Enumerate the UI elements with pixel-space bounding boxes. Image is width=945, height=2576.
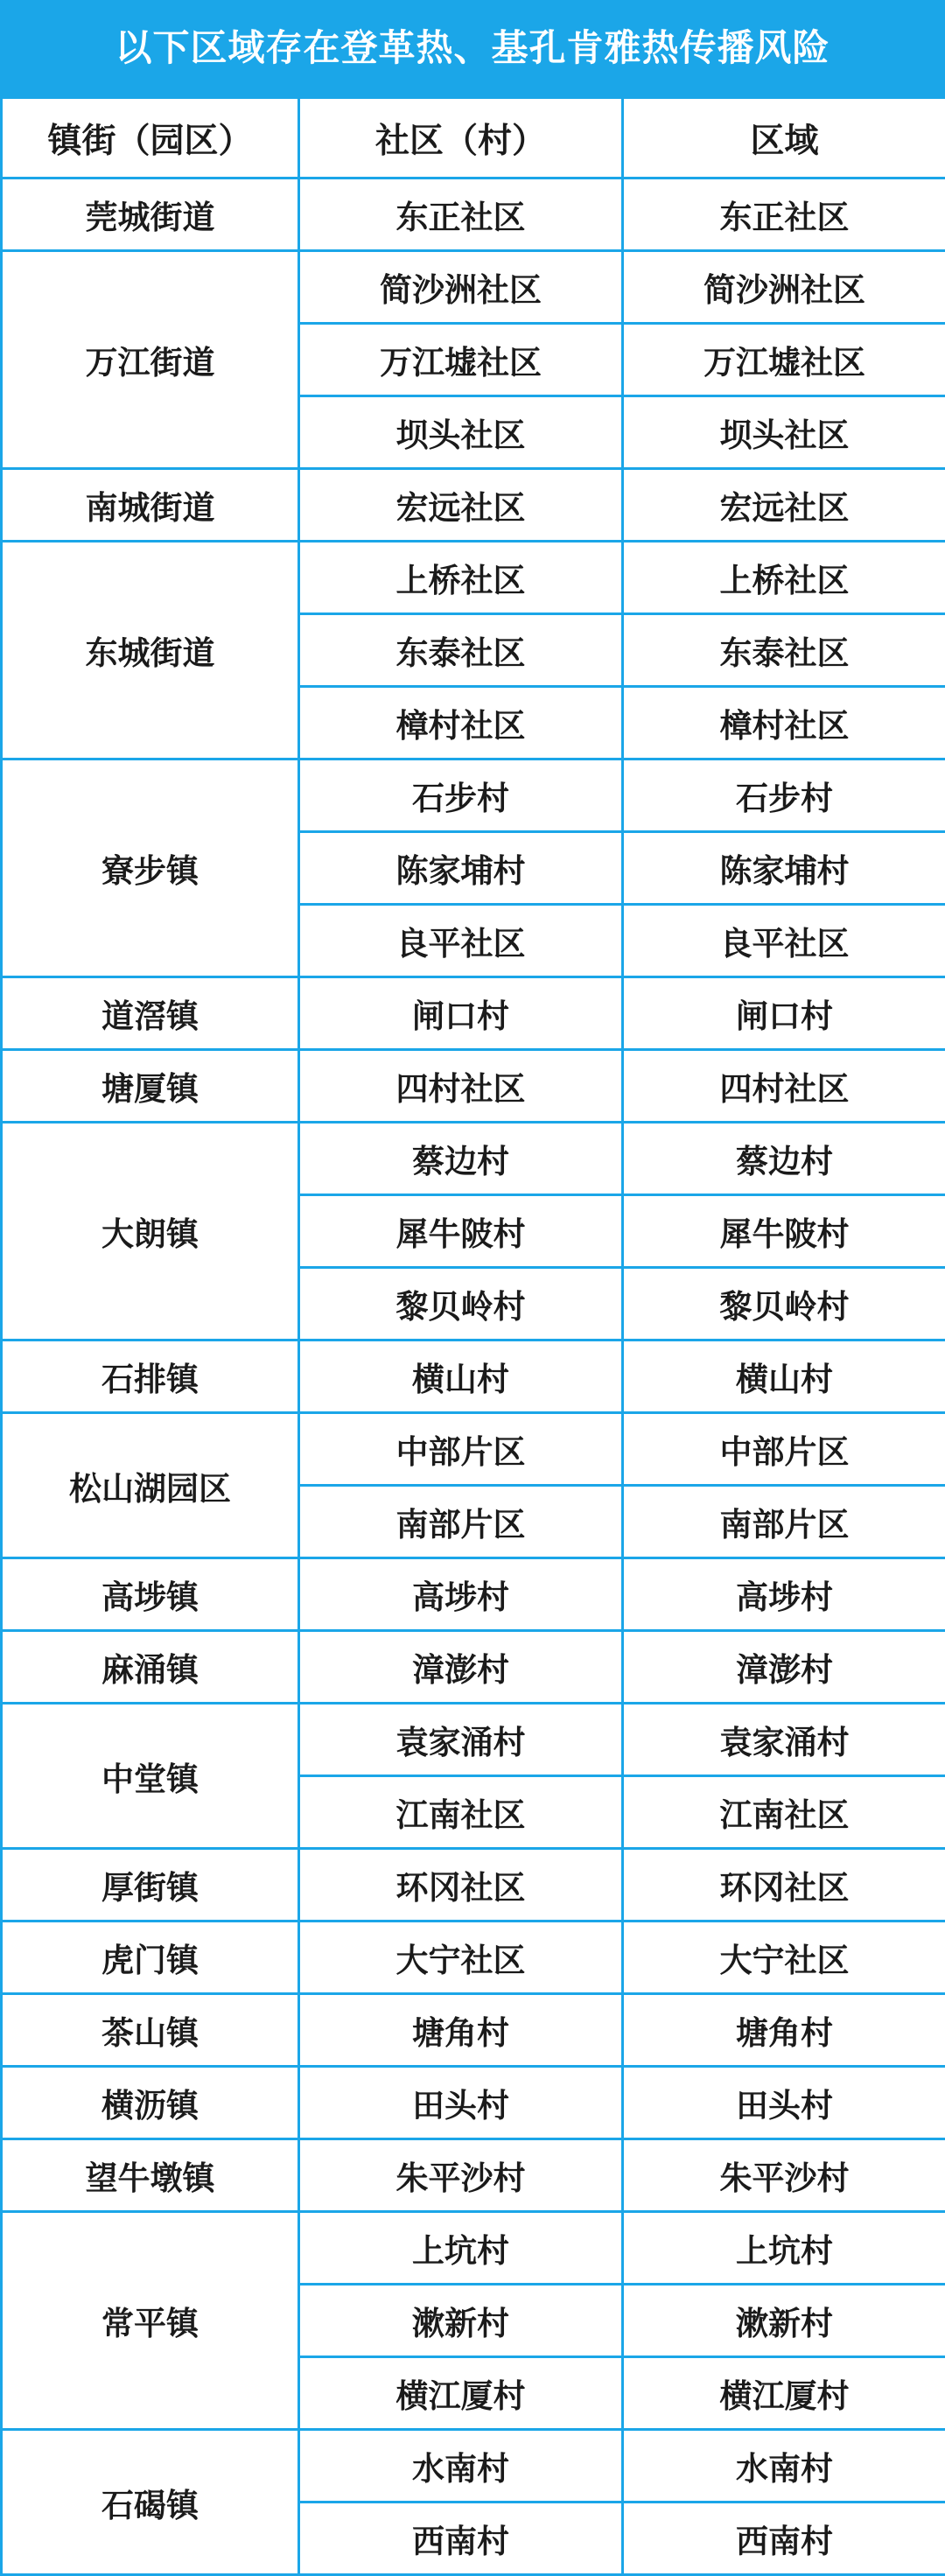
column-header-town: 镇街（园区） [2,98,299,178]
cell-town: 高埗镇 [2,1558,299,1631]
cell-community: 水南村 [299,2430,623,2502]
cell-area: 田头村 [623,2067,945,2139]
table-row [2,251,945,324]
table-row [2,1340,945,1413]
cell-area: 横江厦村 [623,2357,945,2430]
cell-area: 东泰社区 [623,614,945,687]
cell-town: 松山湖园区 [2,1413,299,1558]
cell-community: 中部片区 [299,1413,623,1486]
table-header [2,98,945,178]
page-title: 以下区域存在登革热、基孔肯雅热传播风险 [0,0,945,96]
table-header-row [2,98,945,178]
cell-community: 塘角村 [299,1994,623,2067]
cell-area: 中部片区 [623,1413,945,1486]
cell-area: 塘角村 [623,1994,945,2067]
cell-area: 犀牛陂村 [623,1195,945,1268]
cell-community: 田头村 [299,2067,623,2139]
table-row [2,2212,945,2285]
cell-community: 上坑村 [299,2212,623,2285]
cell-area: 黎贝岭村 [623,1268,945,1340]
risk-area-table [0,96,945,2576]
cell-town: 东城街道 [2,542,299,760]
column-header-area: 区域 [623,98,945,178]
cell-town: 莞城街道 [2,178,299,251]
cell-area: 蔡边村 [623,1123,945,1195]
cell-community: 石步村 [299,760,623,832]
cell-community: 东泰社区 [299,614,623,687]
column-header-community: 社区（村） [299,98,623,178]
cell-town: 石碣镇 [2,2430,299,2575]
cell-area: 石步村 [623,760,945,832]
cell-area: 环冈社区 [623,1849,945,1922]
cell-town: 寮步镇 [2,760,299,977]
cell-town: 道滘镇 [2,977,299,1050]
cell-community: 良平社区 [299,905,623,977]
table-row [2,1123,945,1195]
table-row [2,1849,945,1922]
cell-area: 上桥社区 [623,542,945,614]
cell-community: 黎贝岭村 [299,1268,623,1340]
table-row [2,760,945,832]
cell-town: 中堂镇 [2,1704,299,1849]
cell-community: 东正社区 [299,178,623,251]
table-body [2,178,945,2575]
cell-town: 厚街镇 [2,1849,299,1922]
cell-area: 陈家埔村 [623,832,945,905]
cell-town: 石排镇 [2,1340,299,1413]
cell-area: 万江墟社区 [623,324,945,396]
table-row [2,1704,945,1776]
table-row [2,2067,945,2139]
cell-area: 朱平沙村 [623,2139,945,2212]
cell-area: 宏远社区 [623,469,945,542]
cell-community: 上桥社区 [299,542,623,614]
cell-town: 大朗镇 [2,1123,299,1340]
cell-community: 宏远社区 [299,469,623,542]
table-row [2,1922,945,1994]
cell-community: 漳澎村 [299,1631,623,1704]
cell-community: 蔡边村 [299,1123,623,1195]
cell-town: 茶山镇 [2,1994,299,2067]
cell-community: 袁家涌村 [299,1704,623,1776]
cell-area: 四村社区 [623,1050,945,1123]
cell-area: 横山村 [623,1340,945,1413]
cell-area: 简沙洲社区 [623,251,945,324]
table-row [2,542,945,614]
cell-community: 横江厦村 [299,2357,623,2430]
cell-town: 麻涌镇 [2,1631,299,1704]
table-row [2,469,945,542]
table-row [2,1994,945,2067]
cell-town: 南城街道 [2,469,299,542]
cell-area: 袁家涌村 [623,1704,945,1776]
cell-community: 南部片区 [299,1486,623,1558]
cell-community: 西南村 [299,2502,623,2575]
cell-community: 樟村社区 [299,687,623,760]
cell-community: 四村社区 [299,1050,623,1123]
cell-area: 闸口村 [623,977,945,1050]
table-row [2,1558,945,1631]
cell-community: 坝头社区 [299,396,623,469]
cell-area: 良平社区 [623,905,945,977]
cell-area: 大宁社区 [623,1922,945,1994]
table-row [2,1413,945,1486]
table-row [2,1050,945,1123]
cell-area: 漱新村 [623,2285,945,2357]
cell-area: 樟村社区 [623,687,945,760]
cell-community: 江南社区 [299,1776,623,1849]
cell-town: 万江街道 [2,251,299,469]
cell-area: 高埗村 [623,1558,945,1631]
cell-community: 环冈社区 [299,1849,623,1922]
cell-town: 塘厦镇 [2,1050,299,1123]
cell-town: 横沥镇 [2,2067,299,2139]
cell-town: 望牛墩镇 [2,2139,299,2212]
cell-area: 漳澎村 [623,1631,945,1704]
cell-area: 水南村 [623,2430,945,2502]
cell-community: 高埗村 [299,1558,623,1631]
cell-area: 南部片区 [623,1486,945,1558]
cell-town: 常平镇 [2,2212,299,2430]
table-row [2,977,945,1050]
cell-area: 上坑村 [623,2212,945,2285]
table-row [2,178,945,251]
cell-community: 闸口村 [299,977,623,1050]
cell-community: 大宁社区 [299,1922,623,1994]
table-row [2,2139,945,2212]
cell-community: 陈家埔村 [299,832,623,905]
cell-town: 虎门镇 [2,1922,299,1994]
cell-area: 坝头社区 [623,396,945,469]
cell-community: 朱平沙村 [299,2139,623,2212]
table-row [2,2430,945,2502]
cell-community: 犀牛陂村 [299,1195,623,1268]
cell-area: 江南社区 [623,1776,945,1849]
cell-community: 简沙洲社区 [299,251,623,324]
table-row [2,1631,945,1704]
cell-area: 东正社区 [623,178,945,251]
cell-community: 万江墟社区 [299,324,623,396]
cell-community: 漱新村 [299,2285,623,2357]
cell-area: 西南村 [623,2502,945,2575]
cell-community: 横山村 [299,1340,623,1413]
